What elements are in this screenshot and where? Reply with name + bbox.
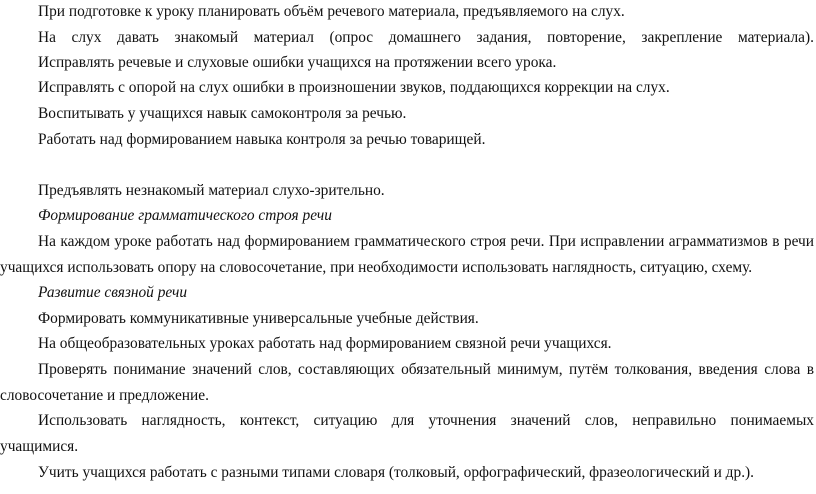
paragraph-line-12-continued: учащимися. [0, 438, 79, 455]
paragraph-line-12: Использовать наглядность, контекст, ситуацию для уточнения значений слов, неправильно понимаемых [38, 412, 814, 429]
paragraph-line-2: На слух давать знакомый материал (опрос домашнего задания, повторение, закрепление материала). [38, 29, 814, 46]
paragraph-line-11: Проверять понимание значений слов, составляющих обязательный минимум, путём толкования, введения слова в [38, 361, 814, 378]
paragraph-line-9: Формировать коммуникативные универсальные учебные действия. [38, 310, 479, 327]
paragraph-line-6: Работать над формированием навыка контроля за речью товарищей. [38, 131, 486, 148]
paragraph-line-11-continued: словосочетание и предложение. [0, 387, 209, 404]
paragraph-line-3: Исправлять речевые и слуховые ошибки учащихся на протяжении всего урока. [38, 54, 557, 71]
paragraph-line-8: На каждом уроке работать над формированием грамматического строя речи. При исправлении аграмматизмов в речи [38, 233, 814, 250]
section-heading-grammar: Формирование грамматического строя речи [38, 207, 332, 224]
paragraph-line-1: При подготовке к уроку планировать объём речевого материала, предъявляемого на слух. [38, 3, 625, 20]
section-heading-connected-speech: Развитие связной речи [38, 284, 188, 301]
paragraph-line-8-continued: учащихся использовать опору на словосочетание, при необходимости использовать наглядность, ситуацию, схему. [0, 259, 753, 276]
paragraph-line-4: Исправлять с опорой на слух ошибки в произношении звуков, поддающихся коррекции на слух. [38, 79, 670, 96]
paragraph-line-7: Предъявлять незнакомый материал слухо-зрительно. [38, 182, 385, 199]
paragraph-line-13: Учить учащихся работать с разными типами словаря (толковый, орфографический, фразеологический и др.). [38, 464, 755, 481]
paragraph-line-10: На общеобразовательных уроках работать над формированием связной речи учащихся. [38, 335, 612, 352]
paragraph-line-5: Воспитывать у учащихся навык самоконтроля за речью. [38, 105, 407, 122]
